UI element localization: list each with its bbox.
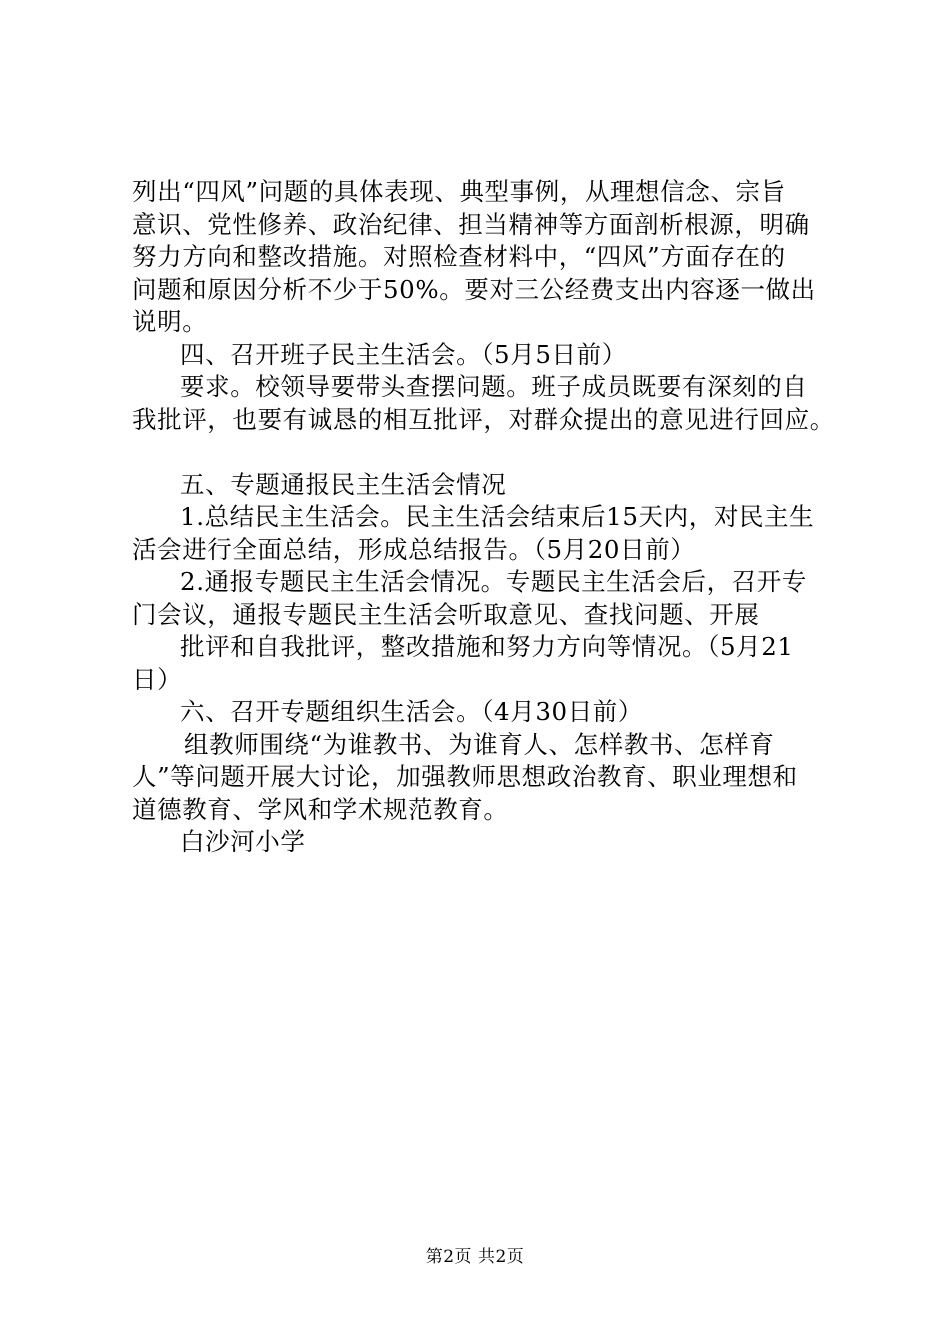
text-line: 道德教育、学风和学术规范教育。 bbox=[132, 794, 509, 824]
text-line: 我批评，也要有诚恳的相互批评，对群众提出的意见进行回应。 bbox=[132, 404, 835, 434]
page-footer: 第2页 共2页 bbox=[425, 1247, 525, 1267]
signature-school-name: 白沙河小学 bbox=[180, 827, 306, 856]
text-line: 说明。 bbox=[132, 307, 208, 336]
text-line: 1.总结民主生活会。民主生活会结束后15天内，对民主生 bbox=[180, 502, 815, 531]
text-line: 列出“四风”问题的具体表现、典型事例，从理想信念、宗旨 bbox=[132, 177, 786, 206]
text-line: 意识、党性修养、政治纪律、担当精神等方面剖析根源，明确 bbox=[132, 209, 810, 239]
text-line: 日） bbox=[132, 664, 183, 694]
text-line: 人”等问题开展大讨论，加强教师思想政治教育、职业理想和 bbox=[132, 762, 798, 791]
document-body bbox=[132, 176, 842, 859]
text-line: 2.通报专题民主生活会情况。专题民主生活会后，召开专 bbox=[180, 567, 807, 596]
section-heading-4: 四、召开班子民主生活会。（5月5日前） bbox=[180, 339, 627, 369]
text-line: 门会议，通报专题民主生活会听取意见、查找问题、开展 bbox=[132, 599, 760, 629]
text-line: 批评和自我批评，整改措施和努力方向等情况。（5月21 bbox=[180, 632, 794, 661]
text-line: 努力方向和整改措施。对照检查材料中，“四风”方面存在的 bbox=[132, 242, 786, 271]
section-heading-5: 五、专题通报民主生活会情况 bbox=[180, 469, 507, 499]
text-line: 组教师围绕“为谁教书、为谁育人、怎样教书、怎样育 bbox=[184, 729, 775, 759]
text-line: 活会进行全面总结，形成总结报告。（5月20日前） bbox=[132, 534, 696, 564]
blank-line bbox=[132, 436, 842, 469]
text-line: 问题和原因分析不少于50%。要对三公经费支出内容逐一做出 bbox=[132, 274, 816, 304]
text-line: 要求。校领导要带头查摆问题。班子成员既要有深刻的自 bbox=[180, 372, 808, 401]
section-heading-6: 六、召开专题组织生活会。（4月30日前） bbox=[180, 697, 644, 726]
